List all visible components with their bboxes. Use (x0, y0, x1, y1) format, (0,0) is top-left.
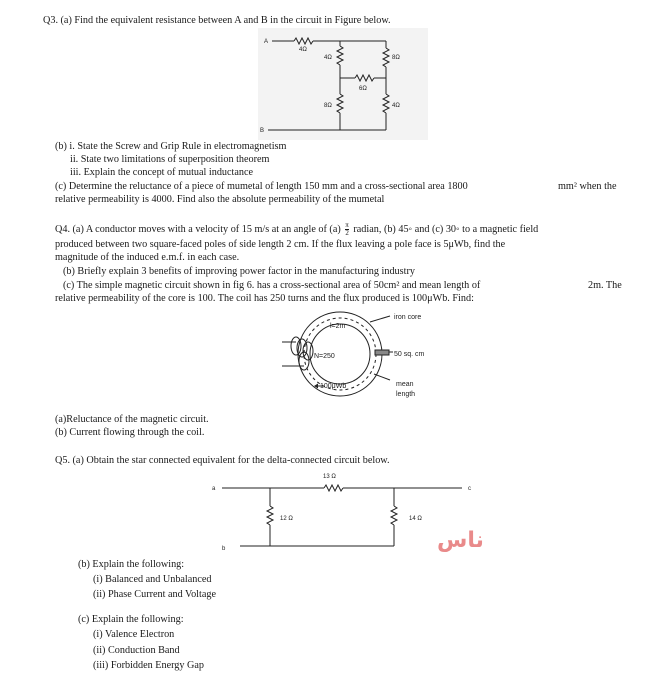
q3-part-c-unit: mm² when the (558, 181, 617, 192)
q5-part-c-head: (c) Explain the following: (78, 614, 184, 625)
q4-magnetic-circuit-figure (282, 306, 472, 406)
flux-label: 100μWb (320, 383, 347, 390)
mean-label: mean (396, 381, 414, 388)
r-middle-label: 6Ω (359, 86, 367, 92)
q5-part-c-iii: (iii) Forbidden Energy Gap (93, 660, 205, 671)
q5-part-c-i: (i) Valence Electron (93, 629, 175, 640)
q5-part-b-i: (i) Balanced and Unbalanced (93, 574, 212, 585)
fraction-denominator: 2 (345, 229, 349, 237)
q4-a-pre: Q4. (a) A conductor moves with a velocity of 15 m/s at an angle of (a) (55, 223, 341, 235)
r-right-lower-label: 4Ω (392, 103, 400, 109)
q3-part-b-iii: iii. Explain the concept of mutual inductance (70, 167, 254, 178)
q4-find-a: (a)Reluctance of the magnetic circuit. (55, 414, 209, 425)
q4-part-a-line1 (55, 222, 538, 237)
q3-part-c-line1: (c) Determine the reluctance of a piece of mumetal of length 150 mm and a cross-sectional area 1800 (55, 181, 468, 192)
q3-part-c-line2: relative permeability is 4000. Find also the absolute permeability of the mumetal (55, 194, 385, 205)
q4-part-b: (b) Briefly explain 3 benefits of improving power factor in the manufacturing industry (63, 266, 415, 277)
q4-part-c-val: 2m. The (588, 280, 622, 291)
pi-over-2-fraction (345, 222, 349, 237)
q3-part-a: Q3. (a) Find the equivalent resistance between A and B in the circuit in Figure below. (43, 15, 391, 26)
iron-core-label: iron core (394, 314, 422, 321)
area-label: 50 sq. cm (394, 351, 425, 358)
turns-label: N=250 (314, 353, 335, 360)
q4-part-c-line1: (c) The simple magnetic circuit shown in fig 6. has a cross-sectional area of 50cm² and mean length of (63, 280, 481, 291)
watermark-logo: ناس (437, 528, 484, 553)
node-b-label: B (260, 128, 265, 134)
q4-find-b: (b) Current flowing through the coil. (55, 427, 205, 438)
q4-part-a-line2: produced between two square-faced poles of side length 2 cm. If the flux leaving a pole face is 5μWb, find the (55, 239, 506, 250)
q3-part-b-i: (b) i. State the Screw and Grip Rule in electromagnetism (55, 141, 287, 152)
q5-part-b-ii: (ii) Phase Current and Voltage (93, 589, 216, 600)
q4-a-post: radian, (b) 45◦ and (c) 30◦ to a magnetic field (353, 223, 539, 235)
node-c-label: c (468, 486, 471, 492)
r-top-label: 4Ω (299, 47, 307, 53)
r-left-upper-label: 4Ω (324, 55, 332, 61)
length-label: l=2m (330, 323, 346, 330)
q5-part-c-ii: (ii) Conduction Band (93, 645, 180, 656)
q3-part-b-ii: ii. State two limitations of superposition theorem (70, 154, 270, 165)
q5-part-a: Q5. (a) Obtain the star connected equivalent for the delta-connected circuit below. (55, 455, 390, 466)
node-a-label: a (212, 486, 216, 492)
q5-part-b-head: (b) Explain the following: (78, 559, 185, 570)
length-word-label: length (396, 391, 416, 398)
node-b-label: b (222, 546, 226, 552)
q4-part-a-line3: magnitude of the induced e.m.f. in each case. (55, 252, 240, 263)
r-left-lower-label: 8Ω (324, 103, 332, 109)
fraction-numerator: π (345, 221, 349, 229)
r-14-label: 14 Ω (409, 516, 422, 522)
r-right-upper-label: 8Ω (392, 55, 400, 61)
r-13-label: 13 Ω (323, 474, 336, 480)
r-12-label: 12 Ω (280, 516, 293, 522)
q4-part-c-line2: relative permeability of the core is 100. The coil has 250 turns and the flux produced is 100μWb. Find: (55, 293, 474, 304)
node-a-label: A (264, 39, 269, 45)
q3-circuit-figure (258, 28, 428, 140)
